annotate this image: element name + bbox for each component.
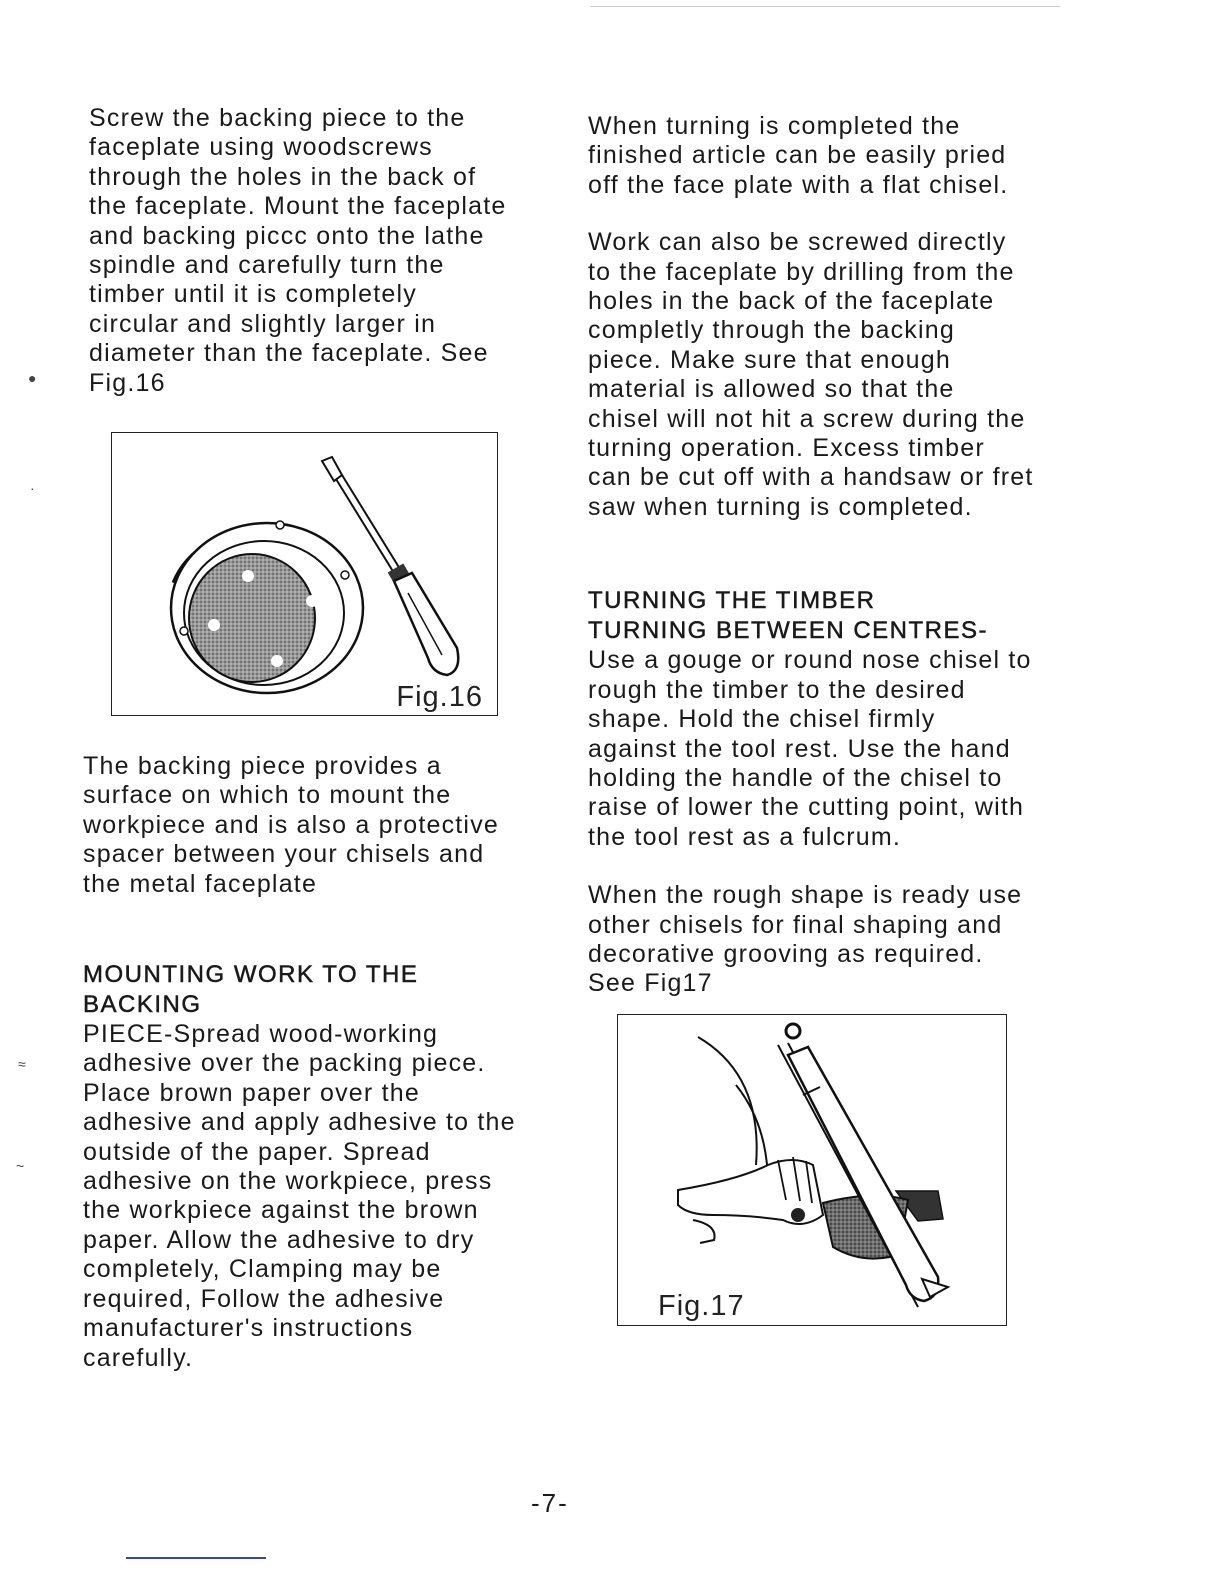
scan-speck: ≈ bbox=[18, 1056, 26, 1072]
figure-17-caption: Fig.17 bbox=[658, 1290, 745, 1322]
page-number: -7- bbox=[531, 1488, 569, 1518]
faceplate-mount-paragraph: Screw the backing piece to the faceplate using woodscrews through the holes in the back of the faceplate. Mount the faceplate and backing piccc onto the lathe spindle and carefully turn the timber until it is completely circular and slightly larger in diameter than the faceplate. See Fig.16 bbox=[89, 104, 507, 397]
scan-bottom-rule bbox=[126, 1557, 266, 1559]
screw-directly-paragraph: Work can also be screwed directly to the faceplate by drilling from the holes in the back of the faceplate completly through the backing piece. Make sure that enough material is allowed so that the chisel will not hit a screw during the turning operation. Excess timber can be cut off with a handsaw or fret saw when turning is completed. bbox=[588, 228, 1034, 521]
scan-top-rule bbox=[590, 6, 1060, 7]
figure-16 bbox=[111, 432, 498, 716]
figure-17 bbox=[617, 1014, 1007, 1326]
lathe-turning-illustration bbox=[618, 1015, 1006, 1325]
mounting-instructions-paragraph: PIECE-Spread wood-working adhesive over the packing piece. Place brown paper over the adhesive and apply adhesive to the outside of the paper. Spread adhesive on the workpiece, press the workpiece against the brown paper. Allow the adhesive to dry completely, Clamping may be required, Follow the adhesive manufacturer's instructions carefully. bbox=[83, 1020, 516, 1372]
rough-shaping-paragraph: Use a gouge or round nose chisel to rough the timber to the desired shape. Hold the chisel firmly against the tool rest. Use the hand holding the handle of the chisel to raise of lower the cutting point, with the tool rest as a fulcrum. bbox=[588, 646, 1032, 851]
left-column bbox=[83, 104, 543, 398]
left-column-lower bbox=[83, 752, 543, 1373]
final-shaping-paragraph: When the rough shape is ready use other chisels for final shaping and decorative grooving as required. See Fig17 bbox=[588, 881, 1023, 998]
figure-16-caption: Fig.16 bbox=[396, 681, 483, 713]
right-column bbox=[588, 112, 1058, 999]
backing-piece-paragraph: The backing piece provides a surface on which to mount the workpiece and is also a protective spacer between your chisels and the metal faceplate bbox=[83, 752, 499, 898]
mounting-work-heading: MOUNTING WORK TO THE BACKING bbox=[83, 961, 419, 1019]
scan-speck: ● bbox=[28, 370, 37, 386]
scan-speck: ~ bbox=[16, 1158, 25, 1174]
faceplate-screwdriver-illustration bbox=[112, 433, 497, 715]
scan-speck: · bbox=[30, 480, 35, 496]
turning-completed-paragraph: When turning is completed the finished article can be easily pried off the face plate with a flat chisel. bbox=[588, 112, 1009, 199]
turning-timber-heading: TURNING THE TIMBER TURNING BETWEEN CENTRES- bbox=[588, 587, 989, 645]
